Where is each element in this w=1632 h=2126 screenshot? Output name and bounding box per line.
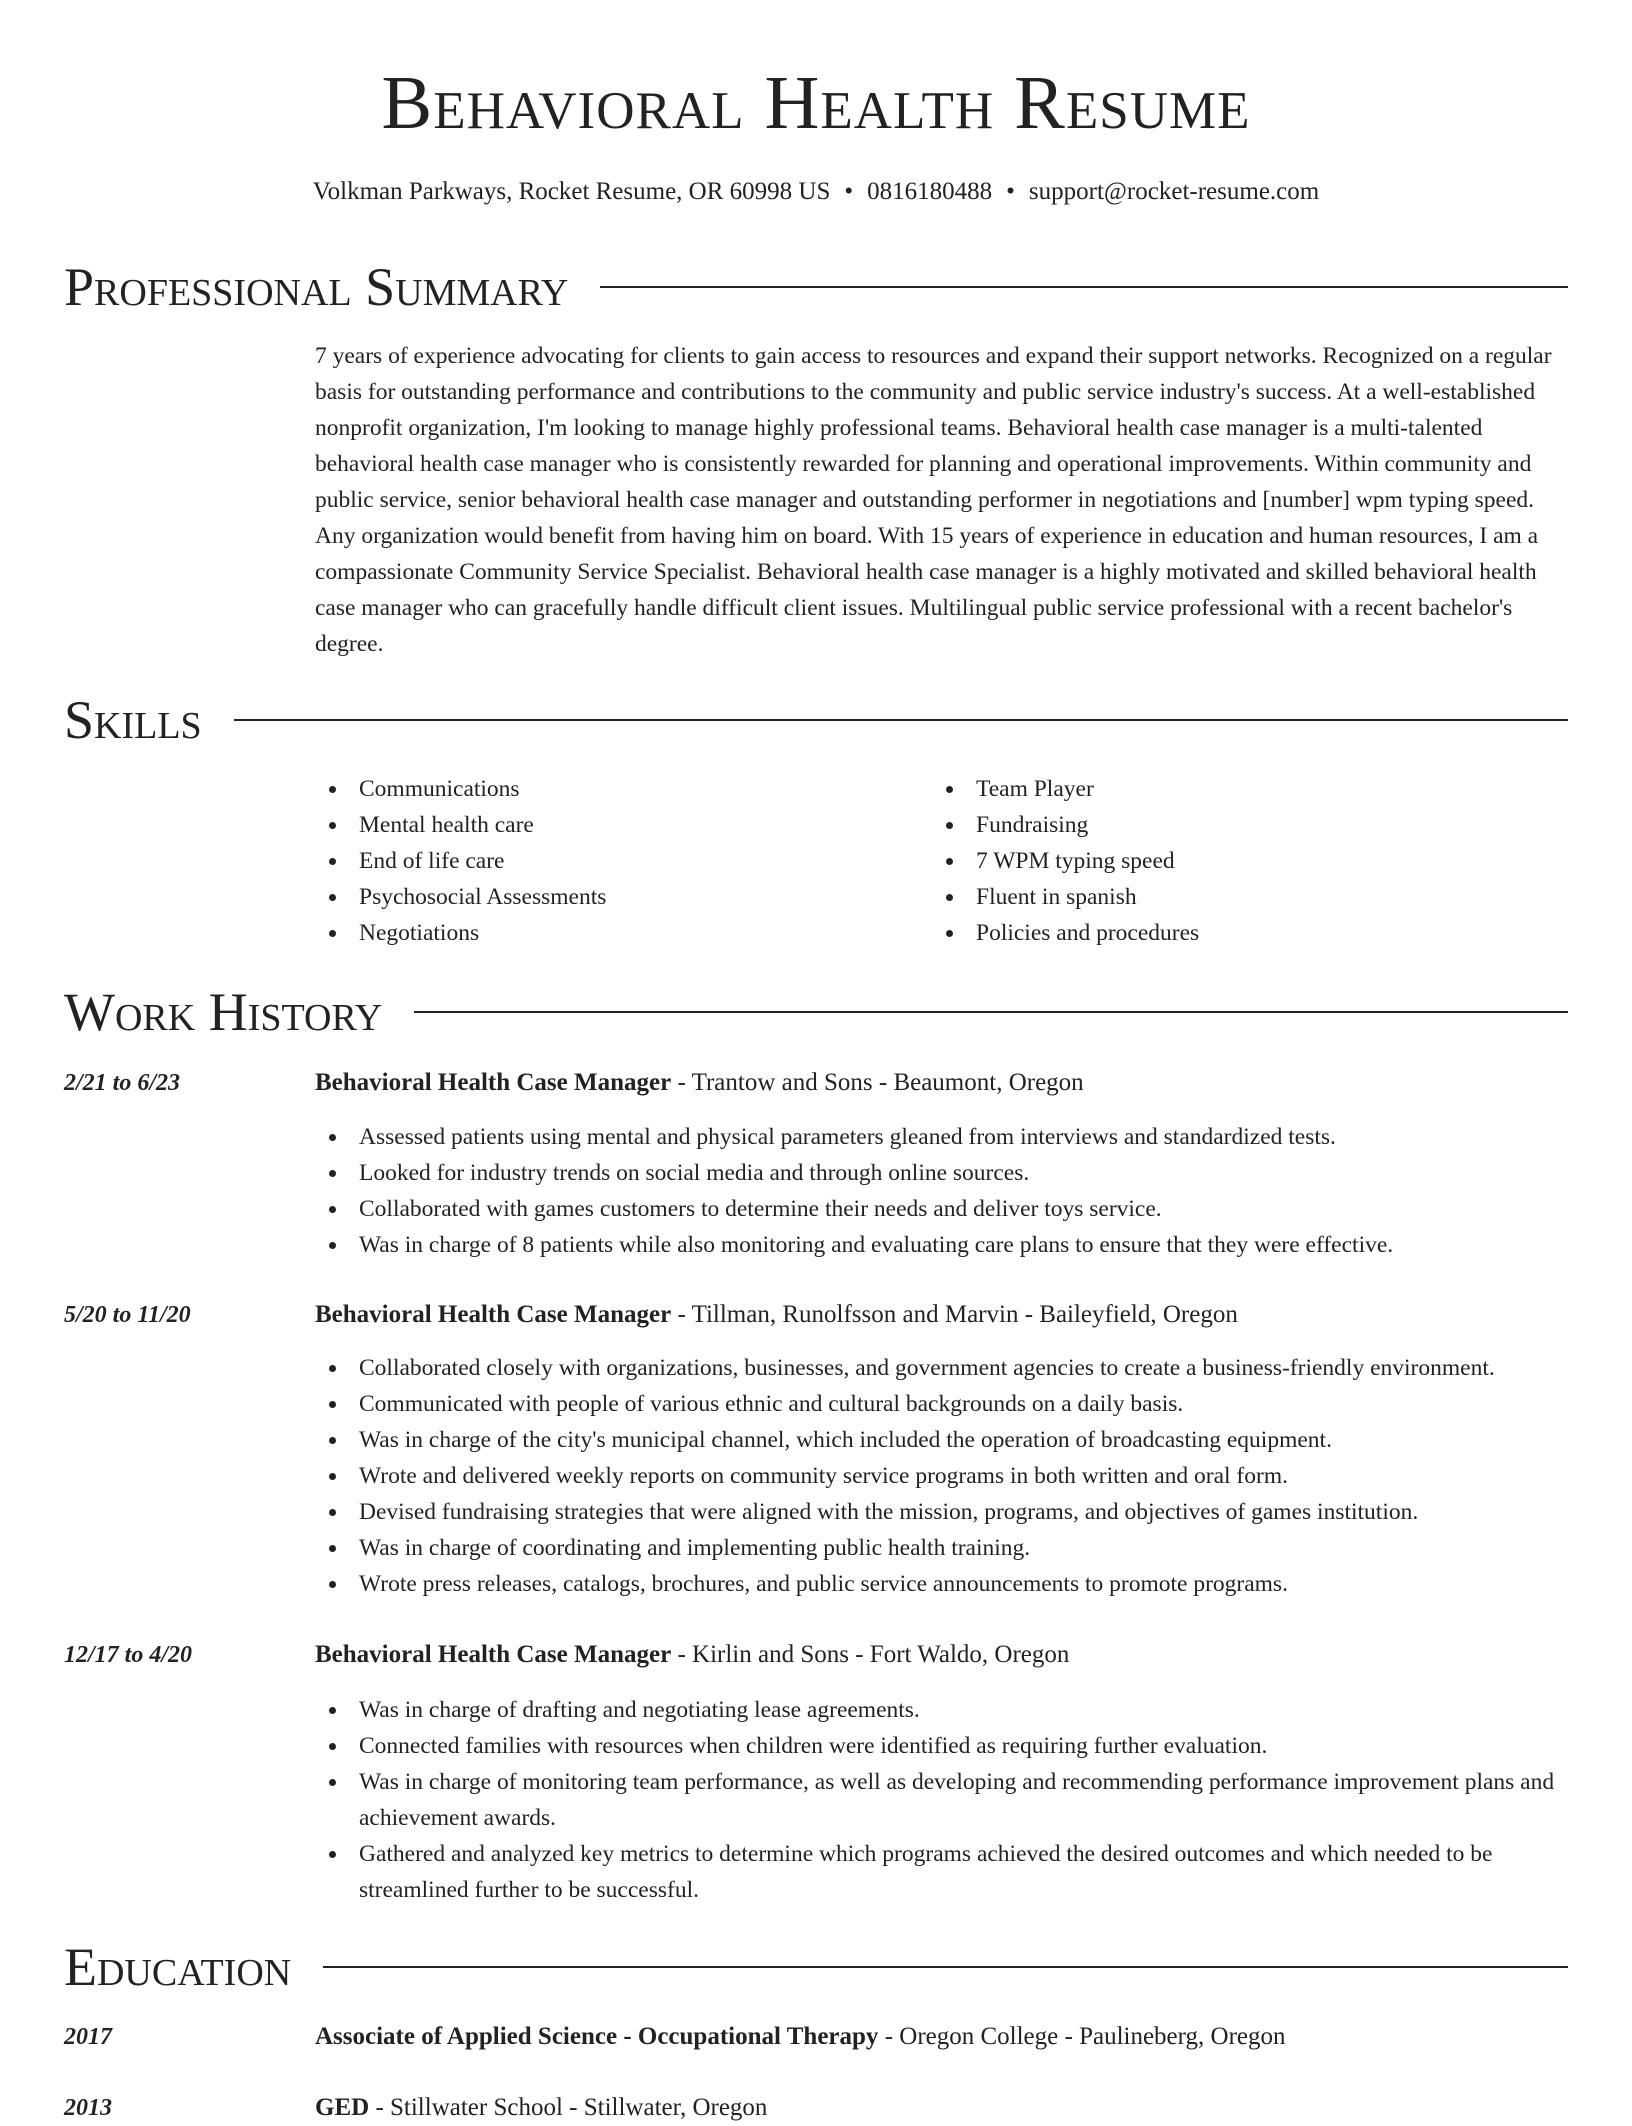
skill-item: End of life care [315, 843, 915, 879]
job-duty: Collaborated with games customers to determine their needs and deliver toys service. [315, 1191, 1585, 1227]
job-duty: Looked for industry trends on social media and through online sources. [315, 1155, 1585, 1191]
education-section-header [64, 1935, 1568, 1999]
job-duty: Wrote press releases, catalogs, brochures, and public service announcements to promote programs. [315, 1566, 1585, 1602]
education-year: 2013 [64, 2095, 112, 2121]
job-duties-list [315, 1692, 1585, 1908]
job-duty: Communicated with people of various ethnic and cultural backgrounds on a daily basis. [315, 1386, 1585, 1422]
education-year: 2017 [64, 2024, 112, 2050]
skill-item: Fluent in spanish [932, 879, 1532, 915]
skills-list-left [315, 771, 915, 951]
section-divider [414, 1011, 1568, 1013]
job-duty: Collaborated closely with organizations, businesses, and government agencies to create a business-friendly environment. [315, 1350, 1585, 1386]
job-dates: 12/17 to 4/20 [64, 1642, 193, 1668]
section-title-work: Work History [64, 982, 383, 1042]
job-duty: Devised fundraising strategies that were aligned with the mission, programs, and objectives of games institution. [315, 1494, 1585, 1530]
contact-phone: 0816180488 [867, 178, 993, 205]
contact-separator: • [1006, 178, 1015, 205]
job-duty: Was in charge of drafting and negotiating lease agreements. [315, 1692, 1585, 1728]
skills-section-header [64, 688, 1568, 752]
section-divider [323, 1966, 1568, 1968]
job-duties-list [315, 1119, 1585, 1263]
section-title-summary: Professional Summary [64, 257, 569, 317]
skills-list-right [932, 771, 1532, 951]
section-title-education: Education [64, 1937, 292, 1997]
job-role: Behavioral Health Case Manager [315, 1301, 672, 1328]
skill-item: Psychosocial Assessments [315, 879, 915, 915]
education-degree: GED [315, 2094, 370, 2121]
education-heading [315, 2019, 1585, 2055]
job-duty: Was in charge of the city's municipal channel, which included the operation of broadcasting equipment. [315, 1422, 1585, 1458]
contact-separator: • [844, 178, 854, 205]
contact-address: Volkman Parkways, Rocket Resume, OR 60998 US [312, 178, 831, 205]
summary-section-header [64, 255, 1568, 319]
job-duty: Was in charge of 8 patients while also monitoring and evaluating care plans to ensure that they were effective. [315, 1227, 1585, 1263]
job-duty: Was in charge of monitoring team performance, as well as developing and recommending performance improvement plans and achievement awards. [315, 1764, 1585, 1836]
education-school: - Oregon College - Paulineberg, Oregon [878, 2023, 1286, 2050]
job-employer: - Trantow and Sons - Beaumont, Oregon [671, 1069, 1084, 1096]
job-heading [315, 1065, 1585, 1101]
job-duty: Assessed patients using mental and physical parameters gleaned from interviews and standardized tests. [315, 1119, 1585, 1155]
section-divider [234, 719, 1568, 721]
contact-email[interactable]: support@rocket-resume.com [1028, 178, 1320, 205]
contact-line [0, 175, 1632, 209]
work-section-header [64, 980, 1568, 1044]
job-duty: Connected families with resources when children were identified as requiring further evaluation. [315, 1728, 1585, 1764]
skill-item: Fundraising [932, 807, 1532, 843]
education-heading [315, 2090, 1585, 2126]
skill-item: Communications [315, 771, 915, 807]
job-employer: - Kirlin and Sons - Fort Waldo, Oregon [671, 1641, 1070, 1668]
job-duties-list [315, 1350, 1585, 1602]
skill-item: Negotiations [315, 915, 915, 951]
job-duty: Was in charge of coordinating and implementing public health training. [315, 1530, 1585, 1566]
job-role: Behavioral Health Case Manager [315, 1069, 672, 1096]
job-role: Behavioral Health Case Manager [315, 1641, 672, 1668]
education-school: - Stillwater School - Stillwater, Oregon [369, 2094, 768, 2121]
skill-item: Mental health care [315, 807, 915, 843]
job-heading [315, 1297, 1585, 1333]
job-dates: 2/21 to 6/23 [64, 1070, 181, 1096]
skill-item: Policies and procedures [932, 915, 1532, 951]
education-degree: Associate of Applied Science - Occupational Therapy [315, 2023, 879, 2050]
job-heading [315, 1637, 1585, 1673]
section-title-skills: Skills [64, 690, 202, 750]
resume-title: Behavioral Health Resume [381, 61, 1251, 145]
job-dates: 5/20 to 11/20 [64, 1302, 191, 1328]
summary-text: 7 years of experience advocating for clients to gain access to resources and expand their support networks. Recognized on a regular basis for outstanding performance and contributions to the community and public service industry's success. At a well-established nonprofit organization, I'm looking to manage highly professional teams. Behavioral health case manager is a multi-talented behavioral health case manager who is consistently rewarded for planning and operational improvements. Within community and public service, senior behavioral health case manager and outstanding performer in negotiations and [number] wpm typing speed. Any organization would benefit from having him on board. With 15 years of experience in education and human resources, I am a compassionate Community Service Specialist. Behavioral health case manager is a highly motivated and skilled behavioral health case manager who can gracefully handle difficult client issues. Multilingual public service professional with a recent bachelor's degree. [315, 343, 1552, 657]
job-employer: - Tillman, Runolfsson and Marvin - Baileyfield, Oregon [671, 1301, 1238, 1328]
skill-item: Team Player [932, 771, 1532, 807]
skill-item: 7 WPM typing speed [932, 843, 1532, 879]
job-duty: Gathered and analyzed key metrics to determine which programs achieved the desired outcomes and which needed to be streamlined further to be successful. [315, 1836, 1585, 1908]
job-duty: Wrote and delivered weekly reports on community service programs in both written and oral form. [315, 1458, 1585, 1494]
section-divider [600, 286, 1568, 288]
